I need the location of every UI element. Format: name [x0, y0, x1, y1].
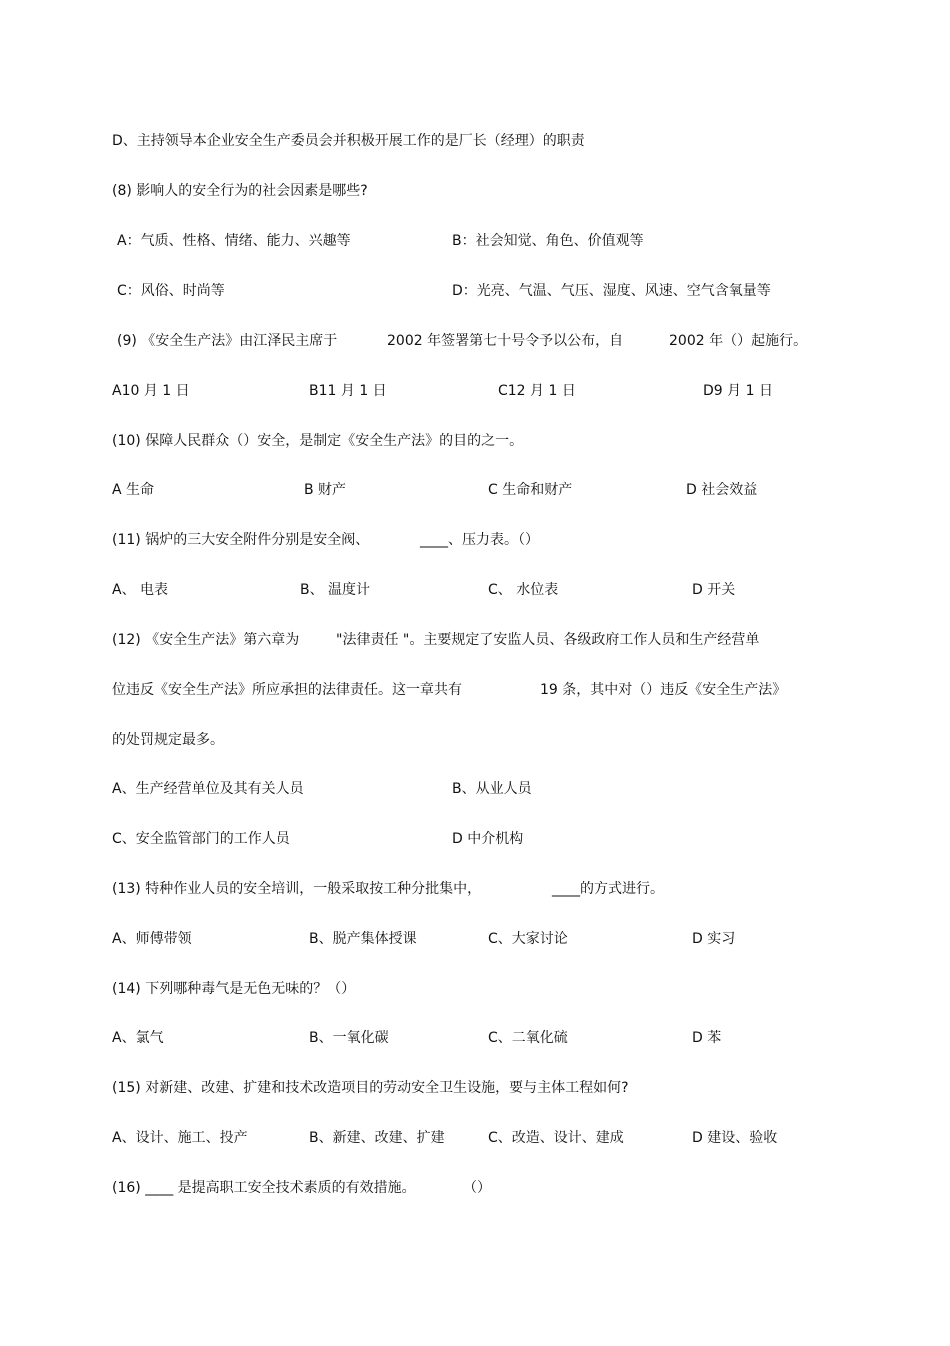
- text-segment: ____、压力表。（）: [420, 532, 539, 548]
- question-13: [0, 878, 950, 900]
- option-d: D 社会效益: [686, 482, 758, 498]
- option-c: C、改造、设计、建成: [488, 1130, 624, 1146]
- question-8: [0, 180, 950, 202]
- options-10: [0, 479, 950, 501]
- option-d: D：光亮、气温、气压、湿度、风速、空气含氧量等: [452, 283, 771, 299]
- option-d: D 开关: [692, 582, 736, 598]
- question-12-end: [0, 729, 950, 751]
- option-a: A、氯气: [112, 1030, 164, 1046]
- option-a: A10 月 1 日: [112, 383, 190, 399]
- option-b: B、一氧化碳: [309, 1030, 389, 1046]
- options-12-cd: [0, 828, 950, 850]
- option-c: C12 月 1 日: [498, 383, 576, 399]
- option-a: A、设计、施工、投产: [112, 1130, 248, 1146]
- option-d: D 苯: [692, 1030, 722, 1046]
- option-c: C、安全监管部门的工作人员: [112, 831, 290, 847]
- option-d: D 实习: [692, 931, 736, 947]
- options-8-cd: [0, 280, 950, 302]
- options-14: [0, 1027, 950, 1049]
- option-b: B11 月 1 日: [309, 383, 387, 399]
- options-11: [0, 579, 950, 601]
- question-11: [0, 529, 950, 551]
- options-15: [0, 1127, 950, 1149]
- text-segment: D、主持领导本企业安全生产委员会并积极开展工作的是厂长（经理）的职责: [112, 133, 585, 149]
- option-c: C、大家讨论: [488, 931, 568, 947]
- text-segment: 2002 年签署第七十号令予以公布，自: [387, 333, 624, 349]
- option-a: A 生命: [112, 482, 155, 498]
- question-15: [0, 1077, 950, 1099]
- option-line-d-duty: [0, 130, 950, 152]
- options-13: [0, 928, 950, 950]
- text-segment: 位违反《安全生产法》所应承担的法律责任。这一章共有: [112, 682, 462, 698]
- options-12-ab: [0, 778, 950, 800]
- option-c: C、 水位表: [488, 582, 559, 598]
- text-segment: 的处罚规定最多。: [112, 732, 224, 748]
- text-segment: (10) 保障人民群众（）安全，是制定《安全生产法》的目的之一。: [112, 433, 524, 449]
- option-b: B 财产: [304, 482, 347, 498]
- text-segment: ____的方式进行。: [552, 881, 664, 897]
- option-b: B：社会知觉、角色、价值观等: [452, 233, 644, 249]
- text-segment: (13) 特种作业人员的安全培训，一般采取按工种分批集中，: [112, 881, 482, 897]
- text-segment: (11) 锅炉的三大安全附件分别是安全阀、: [112, 532, 370, 548]
- question-12: [0, 629, 950, 651]
- option-d: D9 月 1 日: [703, 383, 773, 399]
- text-segment: （）: [463, 1180, 491, 1196]
- option-c: C：风俗、时尚等: [117, 283, 225, 299]
- question-12-cont: [0, 679, 950, 701]
- option-d: D 中介机构: [452, 831, 524, 847]
- text-segment: (8) 影响人的安全行为的社会因素是哪些?: [112, 183, 368, 199]
- options-8-ab: [0, 230, 950, 252]
- option-a: A、 电表: [112, 582, 169, 598]
- option-b: B、从业人员: [452, 781, 532, 797]
- question-14: [0, 978, 950, 1000]
- option-a: A：气质、性格、情绪、能力、兴趣等: [117, 233, 351, 249]
- question-16: [0, 1177, 950, 1199]
- option-b: B、脱产集体授课: [309, 931, 417, 947]
- text-segment: "法律责任 "。主要规定了安监人员、各级政府工作人员和生产经营单: [336, 632, 760, 648]
- option-d: D 建设、验收: [692, 1130, 778, 1146]
- option-b: B、 温度计: [300, 582, 371, 598]
- text-segment: (12) 《安全生产法》第六章为: [112, 632, 300, 648]
- text-segment: (14) 下列哪种毒气是无色无味的？（）: [112, 981, 356, 997]
- question-10: [0, 430, 950, 452]
- text-segment: (16) ____ 是提高职工安全技术素质的有效措施。: [112, 1180, 416, 1196]
- text-segment: 19 条，其中对（）违反《安全生产法》: [540, 682, 787, 698]
- option-a: A、生产经营单位及其有关人员: [112, 781, 304, 797]
- text-segment: (15) 对新建、改建、扩建和技术改造项目的劳动安全卫生设施，要与主体工程如何?: [112, 1080, 629, 1096]
- question-9: [0, 330, 950, 352]
- text-segment: 2002 年（）起施行。: [669, 333, 808, 349]
- option-c: C 生命和财产: [488, 482, 573, 498]
- options-9: [0, 380, 950, 402]
- option-c: C、二氧化硫: [488, 1030, 568, 1046]
- option-b: B、新建、改建、扩建: [309, 1130, 445, 1146]
- text-segment: (9) 《安全生产法》由江泽民主席于: [117, 333, 338, 349]
- option-a: A、师傅带领: [112, 931, 192, 947]
